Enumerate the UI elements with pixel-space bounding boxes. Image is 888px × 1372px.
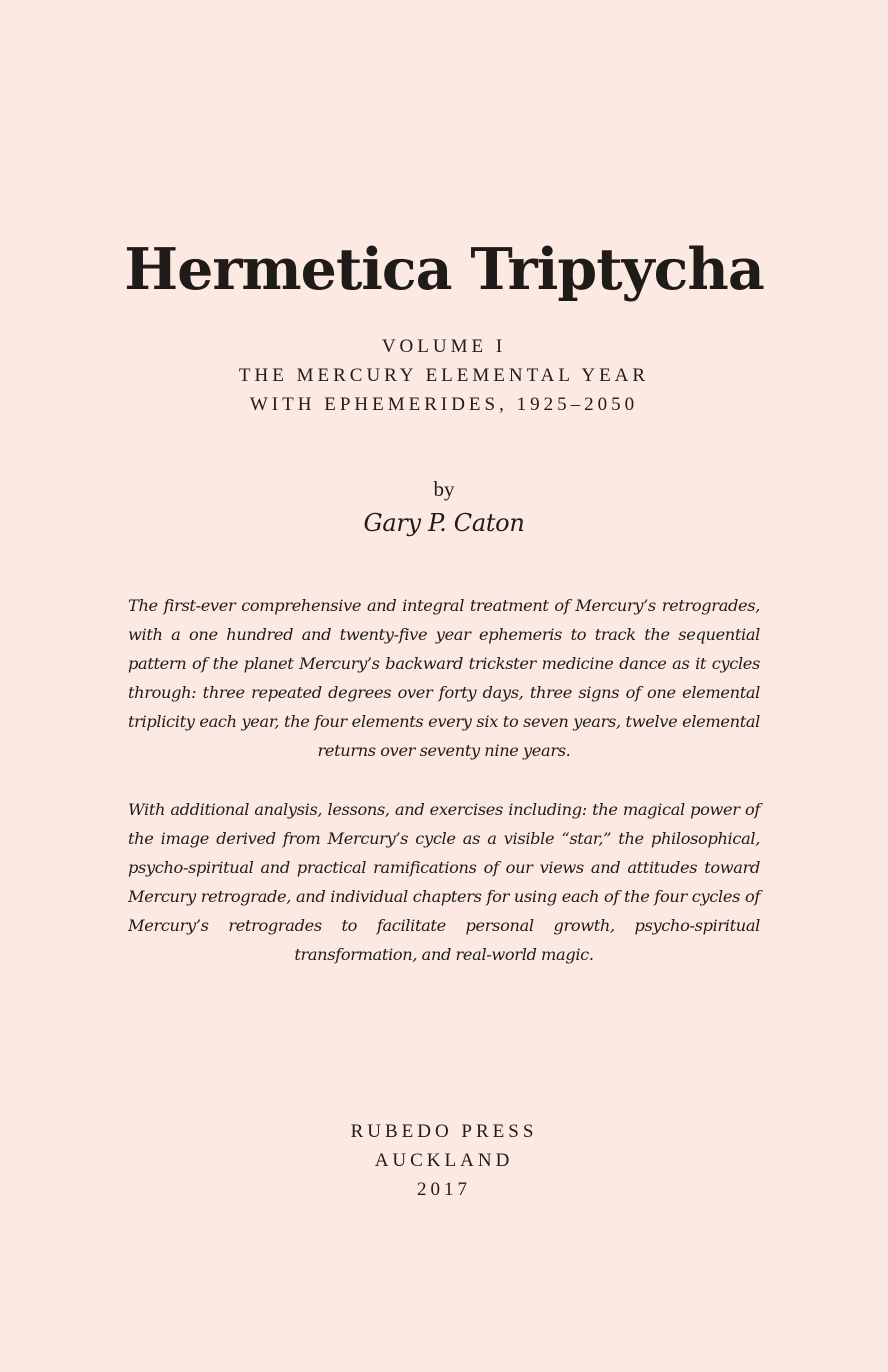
subtitle-line-3: WITH EPHEMERIDES, 1925–2050: [249, 394, 639, 415]
author-name: Gary P. Caton: [363, 509, 525, 537]
imprint-block: [0, 1117, 888, 1204]
description-paragraph-1: The first-ever comprehensive and integral treatment of Mercury’s retrogrades, with a one hundred and twenty-five year ephemeris to track the sequential pattern of the planet Mercury’s backward trickster medicine dance as it cycles through: three repeated degrees over forty days, three signs of one elemental triplicity each year, the four elements every six to seven years, twelve elemental returns over seventy nine years.: [128, 596, 760, 760]
volume-label: VOLUME I: [381, 336, 507, 357]
publisher-city: AUCKLAND: [374, 1150, 514, 1171]
subtitle-block: [0, 332, 888, 419]
publication-year: 2017: [417, 1179, 471, 1200]
by-label: by: [433, 477, 455, 501]
description-paragraph-2: With additional analysis, lessons, and exercises including: the magical power of the image derived from Mercury’s cycle as a visible “star,” the philosophical, psycho-spiritual and practical ramifications of our views and attitudes toward Mercury retrograde, and individual chapters for using each of the four cycles of Mercury’s retrogrades to facilitate personal growth, psycho-spiritual transformation, and real-world magic.: [128, 800, 760, 964]
book-title: Hermetica Triptycha: [124, 236, 764, 303]
publisher-name: RUBEDO PRESS: [350, 1121, 538, 1142]
subtitle-line-2: THE MERCURY ELEMENTAL YEAR: [238, 365, 650, 386]
